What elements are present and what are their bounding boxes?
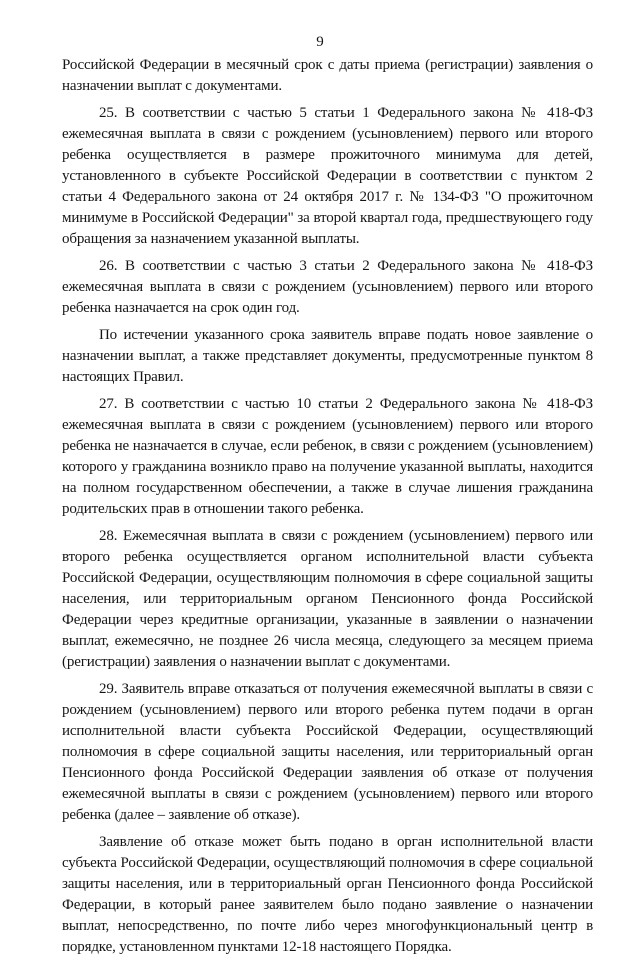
page-number: 9 [316, 34, 324, 50]
paragraph-item-27: 27. В соответствии с частью 10 статьи 2 Федерального закона № 418-ФЗ ежемесячная выплата в связи с рождением (усыновлением) первого или второго ребенка не назначается в случае, если ребенок, в связи с рождением (усыновлением) которого у гражданина возникло право на получение указанной выплаты, находится на полном государственном обеспечении, а также в случае лишения гражданина родительских прав в отношении такого ребенка. [62, 396, 593, 517]
paragraph-item-29-refusal: Заявление об отказе может быть подано в орган исполнительной власти субъекта Российской Федерации, осуществляющий полномочия в сфере социальной защиты населения, или в территориальный орган Пенсионного фонда Российской Федерации, в который ранее заявителем было подано заявление о назначении выплат, непосредственно, по почте либо через многофункциональный центр в порядке, установленном пунктами 12-18 настоящего Порядка. [62, 834, 593, 955]
paragraph-item-25: 25. В соответствии с частью 5 статьи 1 Федерального закона № 418-ФЗ ежемесячная выплата в связи с рождением (усыновлением) первого или второго ребенка осуществляется в размере прожиточного минимума для детей, установленного в субъекте Российской Федерации в соответствии с пунктом 2 статьи 4 Федерального закона от 24 октября 2017 г. № 134-ФЗ "О прожиточном минимуме в Российской Федерации" за второй квартал года, предшествующего году обращения за назначением указанной выплаты. [62, 105, 593, 247]
paragraph-item-29: 29. Заявитель вправе отказаться от получения ежемесячной выплаты в связи с рождением (усыновлением) первого или второго ребенка путем подачи в орган исполнительной власти субъекта Российской Федерации, осуществляющий полномочия в сфере социальной защиты населения, или территориальный орган Пенсионного фонда Российской Федерации заявления об отказе от получения ежемесячной выплаты в связи с рождением (усыновлением) первого или второго ребенка (далее – заявление об отказе). [62, 681, 593, 823]
paragraph-item-26-expiry: По истечении указанного срока заявитель вправе подать новое заявление о назначении выплат, а также представляет документы, предусмотренные пунктом 8 настоящих Правил. [62, 327, 593, 385]
paragraph-item-28: 28. Ежемесячная выплата в связи с рождением (усыновлением) первого или второго ребенка осуществляется органом исполнительной власти субъекта Российской Федерации, осуществляющим полномочия в сфере социальной защиты населения, или территориальным органом Пенсионного фонда Российской Федерации через кредитные организации, указанные в заявлении о назначении выплат, ежемесячно, не позднее 26 числа месяца, следующего за месяцем приема (регистрации) заявления о назначении выплат с документами. [62, 528, 593, 670]
paragraph-item-26: 26. В соответствии с частью 3 статьи 2 Федерального закона № 418-ФЗ ежемесячная выплата в связи с рождением (усыновлением) первого или второго ребенка назначается на срок один год. [62, 258, 593, 316]
paragraph-continuation: Российской Федерации в месячный срок с даты приема (регистрации) заявления о назначении выплат с документами. [62, 57, 593, 94]
document-body [62, 55, 593, 964]
